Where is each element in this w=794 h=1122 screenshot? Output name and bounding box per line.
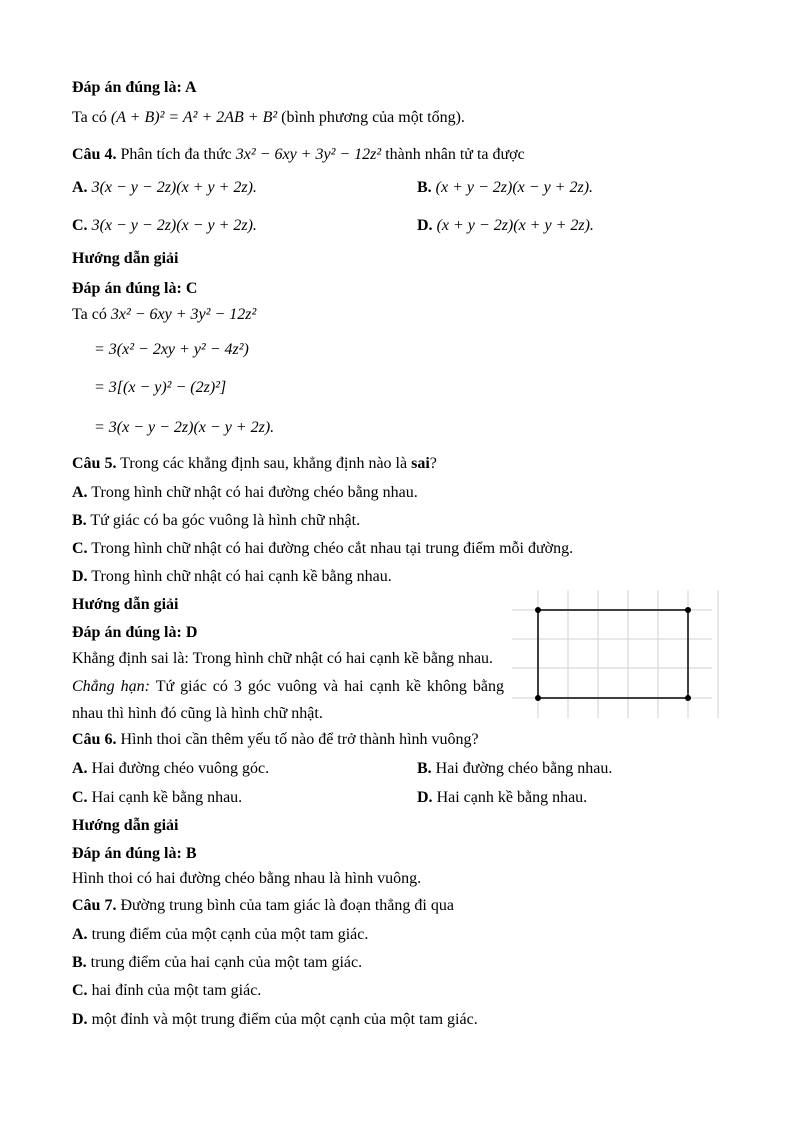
q4-option-c-formula: 3(x − y − 2z)(x − y + 2z). (91, 217, 257, 234)
q4-answer-note: Đáp án đúng là: C (72, 280, 198, 297)
q4-work-formula: 3x² − 6xy + 3y² − 12z² (110, 306, 257, 323)
intro-prefix: Ta có (72, 109, 107, 126)
q5-option-a-label: A. (72, 484, 88, 501)
question-5-label: Câu 5. (72, 455, 117, 472)
q5-explain: Khẳng định sai là: Trong hình chữ nhật có hai cạnh kề bằng nhau. (72, 650, 494, 667)
q4-option-d-formula: (x + y − 2z)(x + y + 2z). (436, 217, 594, 234)
q5-guide-heading: Hướng dẫn giải (72, 596, 179, 613)
rectangle-shape (538, 610, 688, 698)
q6-option-d (417, 786, 587, 810)
q6-option-a (72, 757, 269, 781)
q6-option-c-text: Hai cạnh kề bằng nhau. (91, 789, 243, 806)
q5-option-d-label: D. (72, 568, 88, 585)
question-4-text-after: thành nhân tử ta được (385, 146, 525, 163)
q5-example (72, 673, 504, 727)
intro-line (72, 106, 465, 130)
question-6-heading (72, 728, 479, 752)
q5-option-c-text: Trong hình chữ nhật có hai đường chéo cắt nhau tại trung điểm mỗi đường. (91, 540, 574, 557)
question-5-text: Trong các khẳng định sau, khẳng định nào là (120, 455, 408, 472)
q5-example-label: Chẳng hạn: (72, 678, 150, 695)
intro-formula: (A + B)² = A² + 2AB + B² (110, 109, 278, 126)
q4-step-2: = 3[(x − y)² − (2z)²] (94, 379, 227, 396)
q7-option-b-text: trung điểm của hai cạnh của một tam giác. (90, 954, 363, 971)
question-4-heading (72, 143, 525, 167)
q6-option-a-label: A. (72, 760, 88, 777)
q7-option-c (72, 979, 261, 1003)
q6-explain: Hình thoi có hai đường chéo bằng nhau là hình vuông. (72, 870, 422, 887)
q6-answer-note: Đáp án đúng là: B (72, 845, 197, 862)
q5-option-b-label: B. (72, 512, 87, 529)
question-7-heading (72, 894, 454, 918)
q6-guide-heading: Hướng dẫn giải (72, 817, 179, 834)
rectangle-grid-figure (505, 585, 725, 725)
q4-option-d-label: D. (417, 217, 433, 234)
q5-option-c-label: C. (72, 540, 88, 557)
question-7-label: Câu 7. (72, 897, 117, 914)
q6-option-a-text: Hai đường chéo vuông góc. (91, 760, 270, 777)
q5-option-c (72, 537, 573, 561)
q4-option-a-label: A. (72, 179, 88, 196)
answer-note-q3: Đáp án đúng là: A (72, 79, 197, 96)
q7-option-b (72, 951, 362, 975)
q5-option-a-text: Trong hình chữ nhật có hai đường chéo bằng nhau. (91, 484, 418, 501)
q4-option-a (72, 176, 257, 200)
q4-option-b-formula: (x + y − 2z)(x − y + 2z). (435, 179, 594, 196)
q5-option-d (72, 565, 392, 589)
q7-option-d-label: D. (72, 1011, 88, 1028)
question-5-tail: ? (429, 455, 437, 472)
question-5-heading (72, 452, 437, 476)
q7-option-a (72, 923, 368, 947)
q5-option-d-text: Trong hình chữ nhật có hai cạnh kề bằng nhau. (91, 568, 392, 585)
question-5-emphasis: sai (411, 455, 430, 472)
q6-option-d-label: D. (417, 789, 433, 806)
question-4-label: Câu 4. (72, 146, 117, 163)
q7-option-b-label: B. (72, 954, 87, 971)
q4-option-b (417, 176, 593, 200)
q4-option-b-label: B. (417, 179, 432, 196)
q6-option-b-label: B. (417, 760, 432, 777)
q6-option-c-label: C. (72, 789, 88, 806)
q4-option-c (72, 214, 257, 238)
question-4-formula: 3x² − 6xy + 3y² − 12z² (235, 146, 382, 163)
q5-option-b-text: Tứ giác có ba góc vuông là hình chữ nhật. (90, 512, 361, 529)
intro-suffix: (bình phương của một tổng). (281, 109, 465, 126)
q6-option-d-text: Hai cạnh kề bằng nhau. (436, 789, 588, 806)
q5-option-b (72, 509, 360, 533)
q6-option-b (417, 757, 612, 781)
q4-option-c-label: C. (72, 217, 88, 234)
q4-option-d (417, 214, 594, 238)
q7-option-d (72, 1008, 478, 1032)
q4-step-1: = 3(x² − 2xy + y² − 4z²) (94, 341, 249, 358)
q4-option-a-formula: 3(x − y − 2z)(x + y + 2z). (91, 179, 257, 196)
q6-option-c (72, 786, 242, 810)
q7-option-a-label: A. (72, 926, 88, 943)
question-6-text: Hình thoi cần thêm yếu tố nào để trở thành hình vuông? (120, 731, 479, 748)
q5-answer-note: Đáp án đúng là: D (72, 624, 198, 641)
q7-option-d-text: một đỉnh và một trung điểm của một cạnh của một tam giác. (91, 1011, 478, 1028)
q5-example-text: Tứ giác có 3 góc vuông và hai cạnh kề không bằng nhau thì hình đó cũng là hình chữ nhật. (72, 678, 505, 722)
q5-option-a (72, 481, 418, 505)
q4-step-3: = 3(x − y − 2z)(x − y + 2z). (94, 419, 275, 436)
q4-work-intro (72, 303, 256, 327)
question-6-label: Câu 6. (72, 731, 117, 748)
q7-option-a-text: trung điểm của một cạnh của một tam giác. (91, 926, 369, 943)
q7-option-c-label: C. (72, 982, 88, 999)
question-4-text-before: Phân tích đa thức (120, 146, 232, 163)
q6-option-b-text: Hai đường chéo bằng nhau. (435, 760, 613, 777)
question-7-text: Đường trung bình của tam giác là đoạn thẳng đi qua (120, 897, 454, 914)
q4-guide-heading: Hướng dẫn giải (72, 250, 179, 267)
q4-work-prefix: Ta có (72, 306, 107, 323)
corner-dots (535, 607, 691, 701)
q7-option-c-text: hai đỉnh của một tam giác. (91, 982, 262, 999)
